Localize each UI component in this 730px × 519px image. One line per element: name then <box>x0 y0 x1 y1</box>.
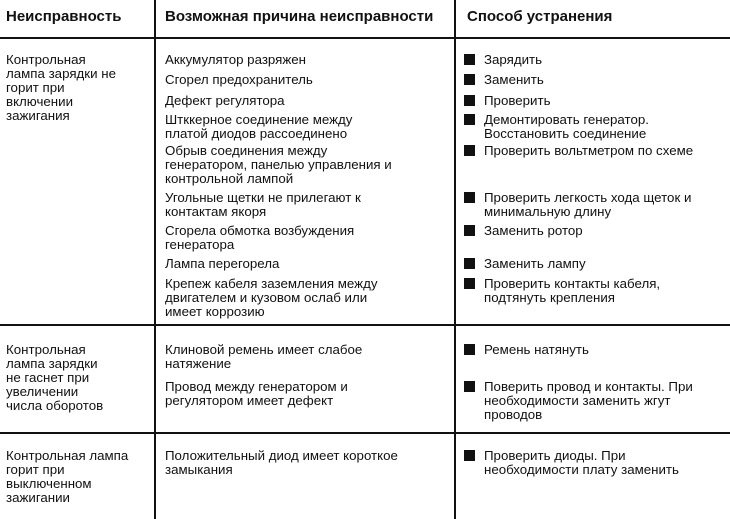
bullet-square-icon <box>464 95 475 106</box>
cause-line: имеет коррозию <box>165 304 265 319</box>
cause-line: Лампа перегорела <box>165 256 280 271</box>
fault-line: Контрольная <box>6 342 86 357</box>
fix-cell <box>462 73 544 87</box>
fix-line: минимальную длину <box>484 204 612 219</box>
column-divider-2 <box>454 0 456 519</box>
fix-line: Проверить контакты кабеля, <box>484 276 661 291</box>
fix-line: Проверить вольтметром по схеме <box>484 143 694 158</box>
header-fault: Неисправность <box>6 8 122 25</box>
bullet-square-icon <box>464 145 475 156</box>
cause-line: Угольные щетки не прилегают к <box>165 190 361 205</box>
fault-line: включении <box>6 94 73 109</box>
fix-cell <box>462 191 691 219</box>
column-divider-1 <box>154 0 156 519</box>
cause-line: замыкания <box>165 462 233 477</box>
cause-cell <box>165 191 361 219</box>
fix-line: Заменить ротор <box>484 223 583 238</box>
fix-cell <box>462 257 586 271</box>
fix-cell <box>462 380 693 422</box>
bullet-square-icon <box>464 192 475 203</box>
fix-line: Проверить диоды. При <box>484 448 626 463</box>
cause-line: контактам якоря <box>165 204 267 219</box>
fault-line: числа оборотов <box>6 398 104 413</box>
fix-line: Зарядить <box>484 52 543 67</box>
fix-cell <box>462 277 660 305</box>
fix-cell <box>462 224 583 238</box>
fault-line: Контрольная <box>6 52 86 67</box>
cause-line: Сгорела обмотка возбуждения <box>165 223 355 238</box>
fault-line: лампа зарядки <box>6 356 98 371</box>
bullet-square-icon <box>464 54 475 65</box>
fix-cell <box>462 449 679 477</box>
fix-line: Проверить <box>484 93 551 108</box>
fault-line: Контрольная лампа <box>6 448 129 463</box>
fault-line: увеличении <box>6 384 79 399</box>
header-cause: Возможная причина неисправности <box>165 8 434 25</box>
cause-line: генератора <box>165 237 235 252</box>
cause-cell <box>165 277 377 319</box>
cause-line: Штккерное соединение между <box>165 112 353 127</box>
header-fix: Способ устранения <box>467 8 613 25</box>
cause-cell <box>165 449 398 477</box>
fault-line: выключенном <box>6 476 92 491</box>
fix-line: Восстановить соединение <box>484 126 647 141</box>
cause-line: генератором, панелью управления и <box>165 157 392 172</box>
bullet-square-icon <box>464 278 475 289</box>
bullet-square-icon <box>464 344 475 355</box>
group1-rule <box>0 324 730 326</box>
fix-line: подтянуть крепления <box>484 290 615 305</box>
cause-line: регулятором имеет дефект <box>165 393 334 408</box>
cause-line: Провод между генератором и <box>165 379 348 394</box>
group2-rule <box>0 432 730 434</box>
bullet-square-icon <box>464 258 475 269</box>
cause-cell <box>165 343 362 371</box>
fault-line: зажигания <box>6 108 70 123</box>
fix-line: Демонтировать генератор. <box>484 112 649 127</box>
fix-cell <box>462 144 693 158</box>
cause-cell <box>165 380 348 408</box>
cause-line: контрольной лампой <box>165 171 294 186</box>
fix-cell <box>462 343 589 357</box>
fix-cell <box>462 53 542 67</box>
fix-line: проводов <box>484 407 543 422</box>
bullet-square-icon <box>464 225 475 236</box>
cause-line: натяжение <box>165 356 232 371</box>
bullet-square-icon <box>464 450 475 461</box>
fix-line: Заменить лампу <box>484 256 586 271</box>
cause-cell <box>165 94 285 108</box>
fault-line: горит при <box>6 462 65 477</box>
cause-line: Крепеж кабеля заземления между <box>165 276 378 291</box>
fix-line: Ремень натянуть <box>484 342 589 357</box>
cause-line: платой диодов рассоединено <box>165 126 348 141</box>
fault-line: горит при <box>6 80 65 95</box>
fault-line: лампа зарядки не <box>6 66 116 81</box>
fix-line: Проверить легкость хода щеток и <box>484 190 692 205</box>
fix-line: Поверить провод и контакты. При <box>484 379 693 394</box>
fault-cell-2 <box>6 343 103 413</box>
cause-cell <box>165 113 352 141</box>
fault-cell-3 <box>6 449 128 505</box>
fix-line: необходимости заменить жгут <box>484 393 671 408</box>
fault-line: зажигании <box>6 490 70 505</box>
fix-cell <box>462 94 551 108</box>
bullet-square-icon <box>464 381 475 392</box>
cause-cell <box>165 144 392 186</box>
cause-cell <box>165 224 354 252</box>
fault-cell-1 <box>6 53 116 123</box>
fix-line: необходимости плату заменить <box>484 462 679 477</box>
cause-line: Положительный диод имеет короткое <box>165 448 398 463</box>
cause-line: Дефект регулятора <box>165 93 285 108</box>
cause-line: Аккумулятор разряжен <box>165 52 307 67</box>
cause-line: двигателем и кузовом ослаб или <box>165 290 368 305</box>
cause-line: Обрыв соединения между <box>165 143 328 158</box>
cause-cell <box>165 73 313 87</box>
cause-line: Сгорел предохранитель <box>165 72 313 87</box>
fix-line: Заменить <box>484 72 544 87</box>
header-rule <box>0 37 730 39</box>
cause-cell <box>165 53 306 67</box>
fault-line: не гаснет при <box>6 370 90 385</box>
cause-cell <box>165 257 279 271</box>
cause-line: Клиновой ремень имеет слабое <box>165 342 363 357</box>
fix-cell <box>462 113 649 141</box>
bullet-square-icon <box>464 114 475 125</box>
bullet-square-icon <box>464 74 475 85</box>
